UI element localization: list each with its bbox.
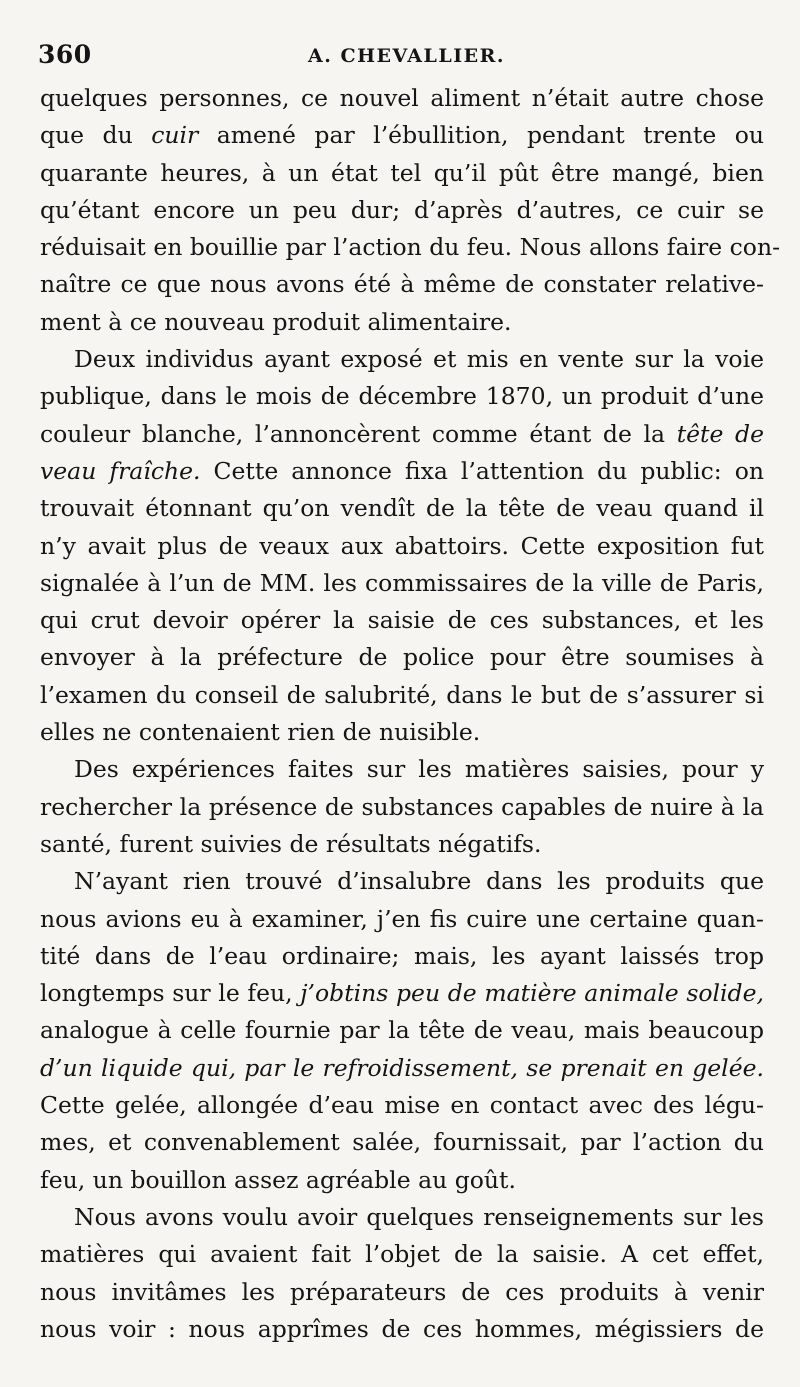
text-run: envoyer à la préfecture de police pour être soumises à [40, 643, 764, 672]
italic-text: tête de [676, 419, 764, 448]
text-run: analogue à celle fournie par la tête de veau, mais beaucoup [40, 1016, 764, 1045]
text-line [40, 639, 764, 676]
text-line [40, 117, 764, 154]
text-run: quelques personnes, ce nouvel aliment n’était autre chose [40, 84, 764, 112]
text-line [40, 1087, 764, 1124]
text-run: réduisait en bouillie par l’action du feu. Nous allons faire con- [40, 233, 781, 262]
text-line [40, 304, 764, 341]
text-run: amené par l’ébullition, pendant trente ou [198, 121, 764, 150]
text-run: naître ce que nous avons été à même de constater relative- [40, 270, 764, 299]
text-run: Des expériences faites sur les matières saisies, pour y [74, 755, 764, 784]
text-run: Cette annonce fixa l’attention du public: on [200, 456, 764, 485]
text-line [40, 80, 764, 117]
text-line [40, 863, 764, 900]
text-line [40, 1236, 764, 1273]
text-line [40, 751, 764, 788]
text-run: rechercher la présence de substances capables de nuire à la [40, 792, 764, 821]
text-run: qui crut devoir opérer la saisie de ces substances, et les [40, 606, 764, 635]
text-run: mes, et convenablement salée, fournissait, par l’action du [40, 1128, 764, 1157]
text-line [40, 266, 764, 303]
text-run: N’ayant rien trouvé d’insalubre dans les produits que [74, 867, 764, 896]
text-run: publique, dans le mois de décembre 1870, un produit d’une [40, 382, 764, 411]
text-run: Deux individus ayant exposé et mis en vente sur la voie [74, 345, 764, 374]
text-line [40, 789, 764, 826]
text-line [40, 229, 781, 266]
body-text [40, 80, 781, 1348]
text-line [40, 1124, 764, 1161]
text-run: ment à ce nouveau produit alimentaire. [40, 307, 512, 336]
text-run: nous voir : nous apprîmes de ces hommes, mégissiers de [40, 1314, 764, 1343]
text-run: n’y avait plus de veaux aux abattoirs. Cette exposition fut [40, 531, 764, 560]
running-title: A. CHEVALLIER. [308, 45, 506, 67]
page-number: 360 [38, 40, 92, 69]
text-run: trouvait étonnant qu’on vendît de la tête de veau quand il [40, 494, 764, 523]
text-run: qu’étant encore un peu dur; d’après d’autres, ce cuir se [40, 195, 764, 224]
text-run: santé, furent suivies de résultats négatifs. [40, 829, 542, 858]
text-line [40, 602, 764, 639]
text-run: feu, un bouillon assez agréable au goût. [40, 1165, 516, 1194]
text-line [40, 677, 764, 714]
text-run: quarante heures, à un état tel qu’il pût être mangé, bien [40, 158, 764, 187]
italic-text: j’obtins peu de matière animale solide, [300, 979, 764, 1008]
text-line [40, 155, 764, 192]
text-run: Cette gelée, allongée d’eau mise en contact avec des légu- [40, 1091, 764, 1120]
text-run: couleur blanche, l’annoncèrent comme étant de la [40, 419, 677, 448]
running-head [38, 38, 764, 74]
text-run: elles ne contenaient rien de nuisible. [40, 718, 481, 747]
text-line [40, 528, 764, 565]
text-line [40, 1012, 764, 1049]
text-line [40, 192, 764, 229]
text-line [40, 341, 764, 378]
text-run: longtemps sur le feu, [40, 979, 301, 1008]
text-line [40, 1274, 764, 1311]
text-run: que du [40, 121, 152, 150]
text-line [40, 565, 764, 602]
text-run: nous avions eu à examiner, j’en fis cuire une certaine quan- [40, 904, 764, 933]
text-line [40, 714, 764, 751]
text-line [40, 901, 764, 938]
text-line [40, 1199, 764, 1236]
text-run: l’examen du conseil de salubrité, dans le but de s’assurer si [40, 680, 764, 709]
text-line [40, 490, 764, 527]
text-run: Nous avons voulu avoir quelques renseignements sur les [74, 1202, 764, 1231]
text-line [40, 1311, 764, 1348]
text-run: matières qui avaient fait l’objet de la saisie. A cet effet, [40, 1240, 764, 1269]
italic-text: veau fraîche. [40, 456, 201, 485]
text-run: nous invitâmes les préparateurs de ces produits à venir [40, 1277, 764, 1306]
text-line [40, 378, 764, 415]
italic-text: cuir [151, 121, 199, 150]
text-line [40, 938, 764, 975]
text-line [40, 975, 764, 1012]
text-line [40, 416, 764, 453]
text-run: signalée à l’un de MM. les commissaires de la ville de Paris, [40, 568, 764, 597]
text-line [40, 826, 764, 863]
text-line [40, 1050, 764, 1087]
italic-text: d’un liquide qui, par le refroidissement, se prenait en gelée. [40, 1053, 764, 1082]
text-line [40, 1162, 764, 1199]
text-run: tité dans de l’eau ordinaire; mais, les ayant laissés trop [40, 941, 764, 970]
text-line [40, 453, 764, 490]
